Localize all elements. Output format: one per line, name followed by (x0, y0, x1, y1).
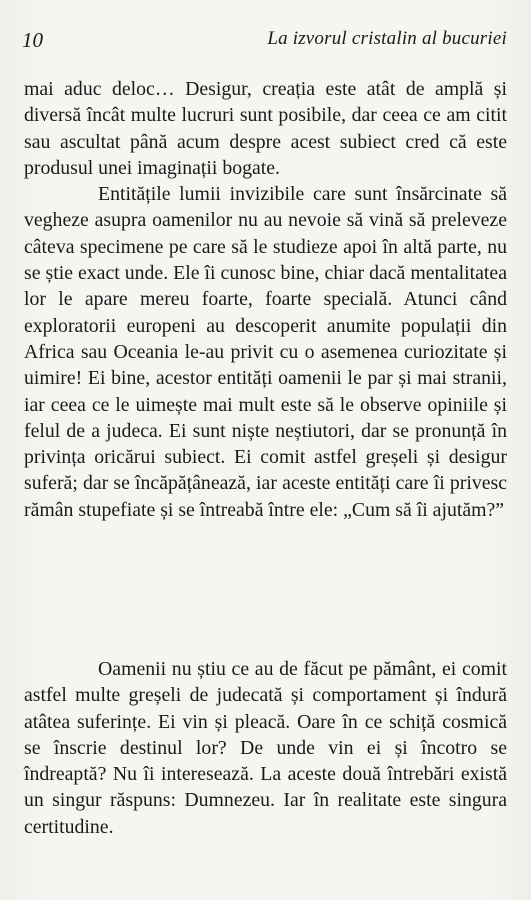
text-block-top (24, 76, 507, 523)
page-number: 10 (22, 28, 43, 52)
paragraph-humans: Oamenii nu știu ce au de făcut pe pământ, ei comit astfel multe greșeli de judecată și comportament și îndură atâtea suferințe. Ei vin și pleacă. Oare în ce schiță cosmică se înscrie destinul lor? De unde vin ei și încotro se îndreaptă? Nu îi interesează. La aceste două întrebări există un singur răspuns: Dumnezeu. Iar în realitate este singura certitudine. (24, 658, 507, 838)
text-block-bottom (24, 656, 507, 840)
paragraph-entities: Entitățile lumii invizibile care sunt însărcinate să vegheze asupra oamenilor nu au nevoie să vină să preleveze câteva specimene pe care să le studieze apoi în altă parte, nu se știe exact unde. Ele îi cunosc bine, chiar dacă mentalitatea lor le apare mereu foarte, foarte specială. Atunci când exploratorii europeni au descoperit anumite populații din Africa sau Oceania le-au privit cu o asemenea curiozitate și uimire! Ei bine, acestor entități oamenii le par și mai stranii, iar ceea ce le uimește mai mult este să le observe opiniile și felul de a judeca. Ei sunt niște neștiutori, dar se pronunță în privința oricărui subiect. Ei comit astfel greșeli și desigur suferă; dar se încăpățânează, iar aceste entități care îi privesc rămân stupefiate și se întreabă între ele: „Cum să îi ajutăm?” (24, 183, 507, 521)
page-header (22, 28, 507, 56)
paragraph-continued: mai aduc deloc… Desigur, creația este atât de amplă și diversă încât multe lucruri sunt posibile, dar ceea ce am citit sau ascultat până acum despre acest subiect cred că este produsul unei imaginații bogate. (24, 78, 507, 179)
running-title: La izvorul cristalin al bucuriei (267, 28, 507, 49)
